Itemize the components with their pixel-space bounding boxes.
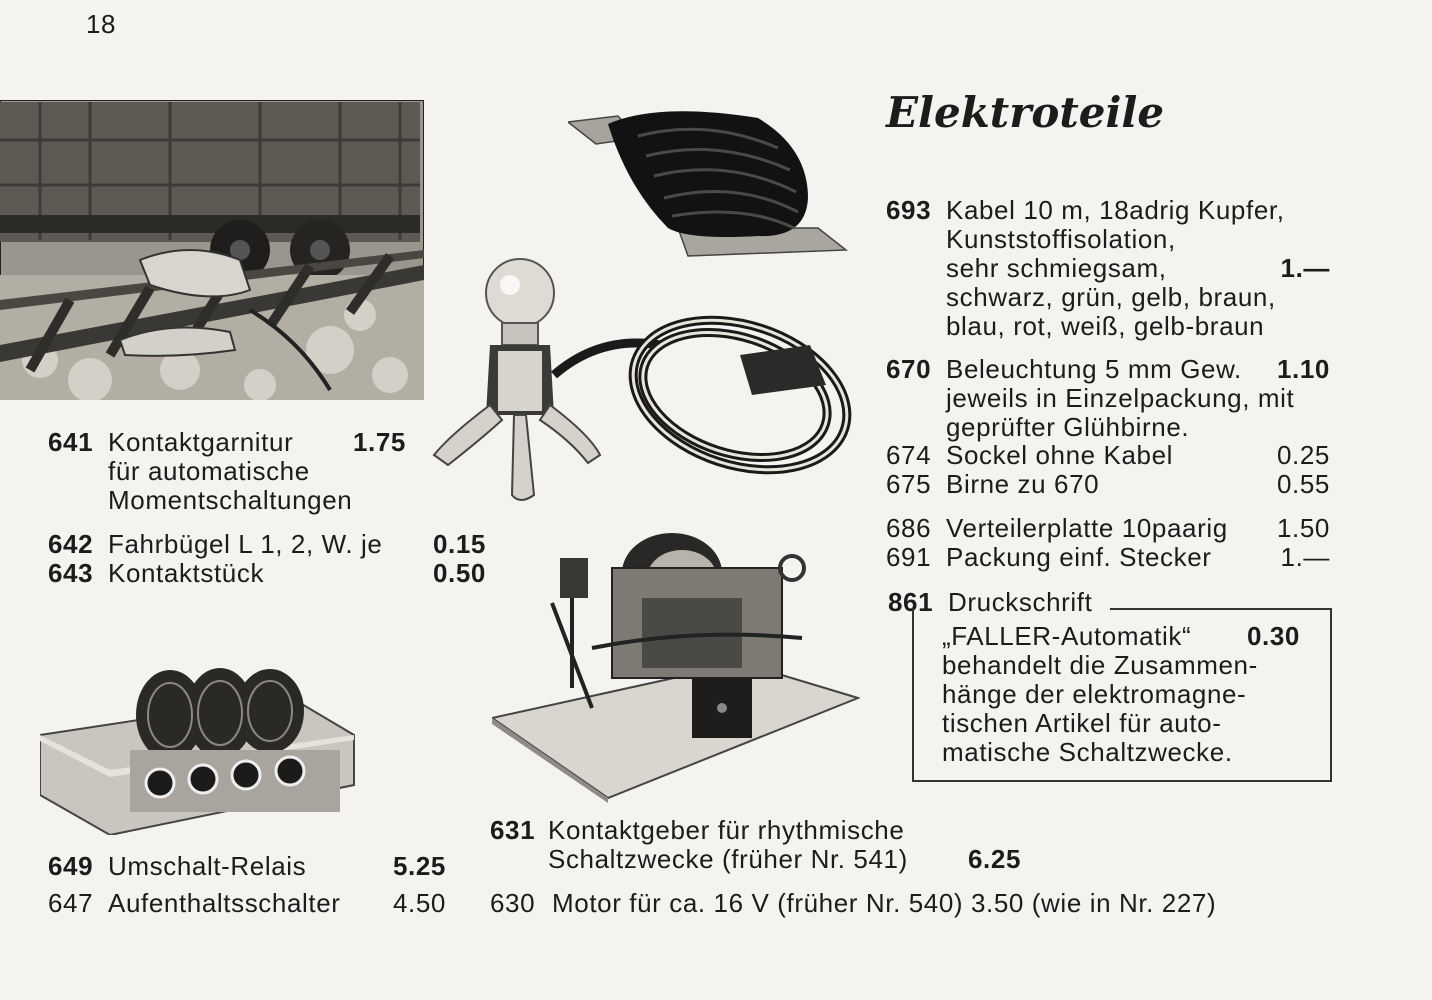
- item-description: Fahrbügel L 1, 2, W. je: [108, 529, 383, 559]
- contact-generator-photo: [492, 528, 860, 803]
- relay-photo: [40, 645, 356, 835]
- item-861: [888, 588, 1332, 783]
- item-price: 0.50: [432, 558, 486, 588]
- item-649: [48, 852, 448, 882]
- brochure-text: tischen Artikel für auto-: [942, 708, 1222, 738]
- item-price: 1.50: [1276, 513, 1330, 543]
- item-description: jeweils in Einzelpackung, mit: [946, 383, 1295, 413]
- item-description: Kontaktgeber für rhythmische: [548, 815, 905, 845]
- lamp-socket-photo: [430, 255, 860, 510]
- item-number: 631: [490, 815, 536, 845]
- item-description: sehr schmiegsam,: [946, 253, 1167, 283]
- item-price: 0.55: [1276, 469, 1330, 499]
- item-description: Kunststoffisolation,: [946, 224, 1176, 254]
- item-price: 1.10: [1276, 354, 1330, 384]
- item-description: Verteilerplatte 10paarig: [946, 513, 1228, 543]
- item-number: 861: [888, 587, 934, 617]
- item-price: 5.25: [392, 851, 446, 881]
- item-670: [886, 355, 1332, 445]
- cable-bundle-photo: [568, 108, 848, 260]
- item-number: 630: [490, 888, 536, 918]
- item-number: 675: [886, 469, 932, 499]
- item-number: 647: [48, 888, 94, 918]
- item-description: Aufenthaltsschalter: [108, 888, 341, 918]
- section-title: Elektroteile: [886, 88, 1165, 137]
- item-686: [886, 514, 1332, 544]
- item-691: [886, 543, 1332, 573]
- item-643: [48, 559, 488, 589]
- item-price: 0.15: [432, 529, 486, 559]
- item-description: Sockel ohne Kabel: [946, 440, 1174, 470]
- item-647: [48, 889, 448, 919]
- item-description: geprüfter Glühbirne.: [946, 412, 1190, 442]
- item-number: 686: [886, 513, 932, 543]
- item-description: schwarz, grün, gelb, braun,: [946, 282, 1276, 312]
- item-description: Kontaktgarnitur: [108, 427, 294, 457]
- item-price: 6.25: [968, 844, 1022, 874]
- item-price: 0.25: [1276, 440, 1330, 470]
- item-630: [490, 889, 1310, 919]
- item-description: Beleuchtung 5 mm Gew.: [946, 354, 1242, 384]
- item-price: 0.30: [1246, 621, 1300, 651]
- item-description: für automatische: [108, 456, 310, 486]
- item-693: [886, 196, 1332, 346]
- item-number: 693: [886, 195, 932, 225]
- item-number: 649: [48, 851, 94, 881]
- item-price: 4.50: [392, 888, 446, 918]
- item-description: Packung einf. Stecker: [946, 542, 1212, 572]
- item-description: Birne zu 670: [946, 469, 1100, 499]
- brochure-text: matische Schaltzwecke.: [942, 737, 1233, 767]
- item-description: Kabel 10 m, 18adrig Kupfer,: [946, 195, 1285, 225]
- item-price: 1.—: [1280, 253, 1330, 283]
- item-number: 642: [48, 529, 94, 559]
- item-description: Umschalt-Relais: [108, 851, 307, 881]
- item-price: 1.—: [1280, 542, 1330, 572]
- item-number: 674: [886, 440, 932, 470]
- brochure-title: „FALLER-Automatik“: [942, 621, 1192, 651]
- item-number: 670: [886, 354, 932, 384]
- brochure-text: hänge der elektromagne-: [942, 679, 1247, 709]
- brochure-text: behandelt die Zusammen-: [942, 650, 1258, 680]
- item-number: 641: [48, 427, 94, 457]
- item-number: 691: [886, 542, 932, 572]
- wagon-track-photo: [0, 100, 424, 400]
- item-674: [886, 441, 1332, 471]
- item-description: Motor für ca. 16 V (früher Nr. 540) 3.50 (wie in Nr. 227): [552, 888, 1217, 918]
- page-number: 18: [86, 9, 117, 39]
- item-description: Momentschaltungen: [108, 485, 353, 515]
- item-description: Kontaktstück: [108, 558, 265, 588]
- item-description: blau, rot, weiß, gelb-braun: [946, 311, 1265, 341]
- item-price: 1.75: [352, 427, 406, 457]
- item-675: [886, 470, 1332, 500]
- item-number: 643: [48, 558, 94, 588]
- item-631: [490, 816, 1030, 876]
- item-description: Schaltzwecke (früher Nr. 541): [548, 844, 908, 874]
- item-description: Druckschrift: [948, 587, 1093, 617]
